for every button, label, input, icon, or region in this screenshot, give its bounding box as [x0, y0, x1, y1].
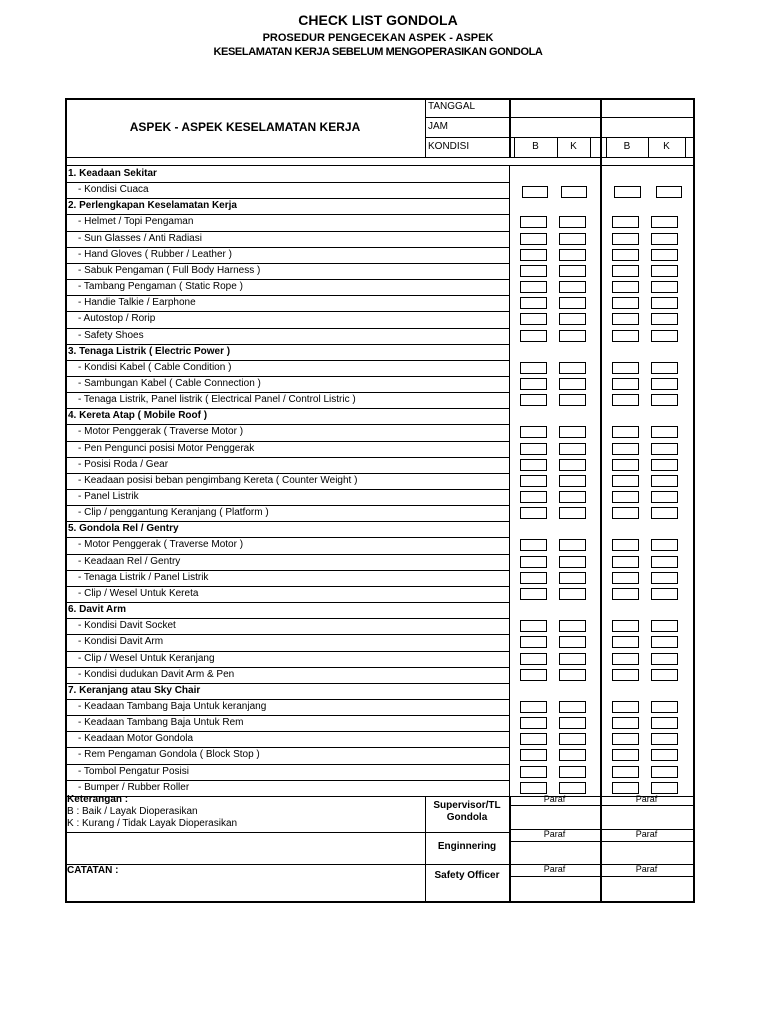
section-header: 3. Tenaga Listrik ( Electric Power ) [68, 345, 231, 357]
code-k: K [663, 141, 670, 152]
checkbox-k2[interactable] [651, 313, 678, 325]
checkbox-k2[interactable] [651, 636, 678, 648]
header-divider [509, 98, 511, 157]
checklist-item: - Clip / Wesel Untuk Kereta [78, 587, 199, 599]
checklist-item: - Keadaan Motor Gondola [78, 733, 194, 745]
checklist-item: - Kondisi dudukan Davit Arm & Pen [78, 668, 235, 680]
row-rule [65, 521, 509, 522]
section-header: 6. Davit Arm [68, 604, 126, 616]
table-header-title: ASPEK - ASPEK KESELAMATAN KERJA [129, 120, 361, 134]
column-split [600, 98, 602, 901]
checkbox-k2[interactable] [656, 186, 682, 198]
checkbox-k1[interactable] [559, 749, 586, 761]
row-rule [65, 699, 509, 700]
row-rule [65, 780, 509, 781]
footer-rule [65, 832, 425, 833]
checkbox-k2[interactable] [651, 733, 678, 745]
row-rule [65, 360, 509, 361]
checkbox-k1[interactable] [559, 233, 586, 245]
signature-rule [509, 876, 693, 877]
checkbox-b2[interactable] [612, 507, 639, 519]
paraf-label: Paraf [635, 794, 658, 804]
checkbox-k1[interactable] [559, 653, 586, 665]
checkbox-b2[interactable] [612, 265, 639, 277]
checkbox-k2[interactable] [651, 701, 678, 713]
checkbox-k2[interactable] [651, 249, 678, 261]
checkbox-k2[interactable] [651, 265, 678, 277]
checkbox-k1[interactable] [559, 701, 586, 713]
code-b: B [623, 141, 631, 152]
checkbox-b1[interactable] [520, 766, 547, 778]
checkbox-k1[interactable] [559, 281, 586, 293]
checkbox-b2[interactable] [612, 459, 639, 471]
checkbox-b1[interactable] [520, 669, 547, 681]
row-column-divider [509, 166, 510, 796]
checkbox-k1[interactable] [559, 443, 586, 455]
checkbox-b1[interactable] [520, 653, 547, 665]
checkbox-k2[interactable] [651, 620, 678, 632]
checklist-item: - Tenaga Listrik / Panel Listrik [78, 571, 209, 583]
checkbox-b1[interactable] [520, 539, 547, 551]
checkbox-b2[interactable] [612, 443, 639, 455]
checkbox-k2[interactable] [651, 378, 678, 390]
checkbox-k2[interactable] [651, 459, 678, 471]
checkbox-b2[interactable] [612, 717, 639, 729]
checkbox-b1[interactable] [520, 233, 547, 245]
checklist-item: - Panel Listrik [78, 491, 139, 502]
checklist-item: - Hand Gloves ( Rubber / Leather ) [78, 248, 232, 260]
checklist-item: - Kondisi Kabel ( Cable Condition ) [78, 361, 232, 373]
row-rule [65, 198, 509, 199]
checklist-item: - Clip / penggantung Keranjang ( Platform ) [78, 507, 269, 519]
checkbox-b2[interactable] [612, 733, 639, 745]
row-rule [65, 295, 509, 296]
checklist-item: - Motor Penggerak ( Traverse Motor ) [78, 539, 244, 551]
checkbox-b2[interactable] [612, 620, 639, 632]
code-b: B [532, 141, 539, 152]
row-rule [65, 537, 509, 538]
checkbox-k2[interactable] [651, 216, 678, 228]
page-title: CHECK LIST GONDOLA [298, 12, 458, 28]
checkbox-b1[interactable] [520, 426, 547, 438]
time-label: JAM [428, 121, 448, 132]
checklist-item: - Sabuk Pengaman ( Full Body Harness ) [78, 264, 261, 276]
checkbox-k2[interactable] [651, 426, 678, 438]
checkbox-k1[interactable] [559, 265, 586, 277]
checkbox-b2[interactable] [612, 556, 639, 568]
checkbox-k1[interactable] [559, 362, 586, 374]
paraf-label: Paraf [543, 829, 566, 839]
header-row-rule [425, 137, 693, 138]
checkbox-k1[interactable] [559, 539, 586, 551]
checkbox-b2[interactable] [612, 491, 639, 503]
checklist-item: - Posisi Roda / Gear [78, 458, 169, 470]
checkbox-b2[interactable] [612, 297, 639, 309]
table-border-left [65, 98, 67, 903]
checkbox-b1[interactable] [520, 281, 547, 293]
section-header: 1. Keadaan Sekitar [68, 168, 157, 179]
row-rule [65, 651, 509, 652]
checkbox-b1[interactable] [520, 620, 547, 632]
row-rule [65, 263, 509, 264]
checklist-item: - Kondisi Cuaca [78, 184, 149, 196]
checkbox-b1[interactable] [520, 216, 547, 228]
checkbox-b1[interactable] [520, 313, 547, 325]
header-bottom-rule [65, 157, 693, 158]
row-rule [65, 764, 509, 765]
checkbox-b2[interactable] [612, 233, 639, 245]
checkbox-k1[interactable] [559, 297, 586, 309]
row-rule [65, 505, 509, 506]
checklist-item: - Keadaan Tambang Baja Untuk keranjang [78, 700, 267, 712]
checkbox-k1[interactable] [559, 507, 586, 519]
checkbox-k2[interactable] [651, 669, 678, 681]
legend-k: K : Kurang / Tidak Layak Dioperasikan [67, 818, 238, 829]
checkbox-k1[interactable] [561, 186, 587, 198]
row-rule [65, 489, 509, 490]
row-rule [65, 344, 509, 345]
header-bottom-rule [65, 165, 693, 166]
checkbox-k1[interactable] [559, 491, 586, 503]
checkbox-b2[interactable] [612, 539, 639, 551]
checkbox-k1[interactable] [559, 378, 586, 390]
checkbox-b2[interactable] [612, 588, 639, 600]
signature-rule [509, 805, 693, 806]
checkbox-b1[interactable] [520, 459, 547, 471]
checkbox-k2[interactable] [651, 233, 678, 245]
checkbox-k1[interactable] [559, 459, 586, 471]
checkbox-b1[interactable] [520, 297, 547, 309]
row-rule [65, 473, 509, 474]
checkbox-k1[interactable] [559, 636, 586, 648]
checkbox-k2[interactable] [651, 556, 678, 568]
checkbox-b2[interactable] [612, 281, 639, 293]
checkbox-k1[interactable] [559, 669, 586, 681]
checkbox-b1[interactable] [520, 475, 547, 487]
checkbox-b1[interactable] [520, 636, 547, 648]
checkbox-b2[interactable] [612, 216, 639, 228]
checkbox-k2[interactable] [651, 749, 678, 761]
keterangan-label: Keterangan : [67, 794, 129, 805]
checkbox-b2[interactable] [612, 426, 639, 438]
footer-rule [425, 832, 509, 833]
checklist-item: - Tenaga Listrik, Panel listrik ( Electrical Panel / Control Listric ) [78, 394, 356, 406]
checklist-item: - Kondisi Davit Arm [78, 636, 164, 648]
checkbox-b2[interactable] [612, 249, 639, 261]
row-rule [65, 602, 509, 603]
checkbox-b1[interactable] [520, 588, 547, 600]
row-rule [65, 554, 509, 555]
row-rule [65, 376, 509, 377]
code-cell-rule [590, 137, 591, 157]
checkbox-k1[interactable] [559, 782, 586, 794]
checklist-item: - Sambungan Kabel ( Cable Connection ) [78, 377, 261, 389]
row-rule [65, 747, 509, 748]
checkbox-b1[interactable] [520, 749, 547, 761]
page-subtitle-2: KESELAMATAN KERJA SEBELUM MENGOPERASIKAN GONDOLA [213, 46, 543, 58]
section-header: 4. Kereta Atap ( Mobile Roof ) [68, 410, 208, 422]
checkbox-k2[interactable] [651, 588, 678, 600]
checklist-item: - Tombol Pengatur Posisi [78, 765, 189, 777]
checkbox-k2[interactable] [651, 766, 678, 778]
checkbox-b2[interactable] [612, 749, 639, 761]
checkbox-k2[interactable] [651, 443, 678, 455]
row-rule [65, 667, 509, 668]
checkbox-k2[interactable] [651, 475, 678, 487]
checkbox-k2[interactable] [651, 362, 678, 374]
footer-rule [425, 864, 509, 865]
checkbox-b2[interactable] [612, 378, 639, 390]
checkbox-b2[interactable] [612, 394, 639, 406]
checkbox-b2[interactable] [614, 186, 641, 198]
checklist-item: - Safety Shoes [78, 329, 144, 341]
row-rule [65, 715, 509, 716]
role-safety-officer: Safety Officer [434, 870, 500, 881]
checklist-item: - Keadaan Tambang Baja Untuk Rem [78, 717, 244, 729]
row-rule [65, 586, 509, 587]
checkbox-b1[interactable] [522, 186, 548, 198]
checkbox-b1[interactable] [520, 507, 547, 519]
role-supervisor: Supervisor/TL Gondola [433, 800, 501, 823]
row-rule [65, 634, 509, 635]
checkbox-b1[interactable] [520, 443, 547, 455]
row-rule [65, 731, 509, 732]
checkbox-b1[interactable] [520, 394, 547, 406]
checkbox-k1[interactable] [559, 216, 586, 228]
checkbox-k1[interactable] [559, 556, 586, 568]
footer-divider [509, 796, 511, 902]
checkbox-k1[interactable] [559, 313, 586, 325]
checklist-item: - Keadaan posisi beban pengimbang Kereta ( Counter Weight ) [78, 474, 358, 486]
section-header: 2. Perlengkapan Keselamatan Kerja [68, 200, 237, 212]
table-border-bottom [65, 901, 695, 903]
checkbox-k1[interactable] [559, 330, 586, 342]
section-header: 5. Gondola Rel / Gentry [68, 523, 179, 535]
checkbox-b2[interactable] [612, 313, 639, 325]
checkbox-b2[interactable] [612, 572, 639, 584]
checkbox-k1[interactable] [559, 717, 586, 729]
catatan-label: CATATAN : [67, 865, 119, 876]
checklist-item: - Tambang Pengaman ( Static Rope ) [78, 281, 243, 293]
signature-rule [509, 841, 693, 842]
paraf-label: Paraf [543, 864, 566, 874]
checklist-item: - Pen Pengunci posisi Motor Penggerak [78, 442, 255, 454]
checkbox-b1[interactable] [520, 556, 547, 568]
row-rule [65, 279, 509, 280]
checkbox-b1[interactable] [520, 782, 547, 794]
checkbox-b1[interactable] [520, 330, 547, 342]
checklist-item: - Keadaan Rel / Gentry [78, 555, 181, 567]
checkbox-k1[interactable] [559, 588, 586, 600]
checkbox-b1[interactable] [520, 717, 547, 729]
checklist-item: - Kondisi Davit Socket [78, 620, 176, 632]
checklist-item: - Bumper / Rubber Roller [78, 781, 190, 793]
checkbox-b2[interactable] [612, 669, 639, 681]
row-rule [65, 683, 509, 684]
paraf-label: Paraf [635, 864, 658, 874]
checkbox-k2[interactable] [651, 281, 678, 293]
checkbox-b1[interactable] [520, 249, 547, 261]
checkbox-k2[interactable] [651, 782, 678, 794]
checklist-item: - Sun Glasses / Anti Radiasi [78, 232, 202, 244]
checklist-item: - Helmet / Topi Pengaman [78, 216, 194, 228]
checkbox-k2[interactable] [651, 491, 678, 503]
checklist-item: - Motor Penggerak ( Traverse Motor ) [78, 426, 244, 438]
checkbox-k1[interactable] [559, 620, 586, 632]
row-rule [65, 231, 509, 232]
checkbox-k2[interactable] [651, 572, 678, 584]
checkbox-b2[interactable] [612, 701, 639, 713]
checkbox-k2[interactable] [651, 507, 678, 519]
row-rule [65, 214, 509, 215]
row-rule [65, 457, 509, 458]
checkbox-b1[interactable] [520, 378, 547, 390]
header-row-rule [425, 117, 693, 118]
role-engineering: Enginnering [437, 841, 497, 852]
row-rule [65, 392, 509, 393]
checkbox-b1[interactable] [520, 733, 547, 745]
row-rule [65, 441, 509, 442]
paraf-label: Paraf [635, 829, 658, 839]
checkbox-b1[interactable] [520, 491, 547, 503]
checkbox-k1[interactable] [559, 766, 586, 778]
row-rule [65, 408, 509, 409]
checkbox-k2[interactable] [651, 539, 678, 551]
checkbox-k1[interactable] [559, 572, 586, 584]
checkbox-k1[interactable] [559, 394, 586, 406]
checkbox-k1[interactable] [559, 249, 586, 261]
checkbox-k1[interactable] [559, 475, 586, 487]
checkbox-b2[interactable] [612, 653, 639, 665]
checkbox-b2[interactable] [612, 782, 639, 794]
table-border-right [693, 98, 695, 903]
row-rule [65, 618, 509, 619]
checkbox-k2[interactable] [651, 717, 678, 729]
section-header: 7. Keranjang atau Sky Chair [68, 684, 201, 696]
checkbox-k1[interactable] [559, 426, 586, 438]
condition-label: KONDISI [428, 141, 470, 152]
row-rule [65, 570, 509, 571]
checklist-item: - Handie Talkie / Earphone [78, 297, 196, 309]
code-cell-rule [685, 137, 686, 157]
header-divider [425, 98, 426, 157]
code-k: K [570, 141, 577, 152]
checkbox-k2[interactable] [651, 330, 678, 342]
checkbox-b1[interactable] [520, 362, 547, 374]
checkbox-k1[interactable] [559, 733, 586, 745]
paraf-label: Paraf [543, 794, 566, 804]
checkbox-b1[interactable] [520, 572, 547, 584]
checkbox-b2[interactable] [612, 475, 639, 487]
checkbox-b1[interactable] [520, 701, 547, 713]
checklist-item: - Clip / Wesel Untuk Keranjang [78, 652, 215, 664]
checklist-item: - Autostop / Rorip [78, 313, 156, 325]
row-rule [65, 328, 509, 329]
checkbox-k2[interactable] [651, 297, 678, 309]
row-rule [65, 182, 509, 183]
checklist-item: - Rem Pengaman Gondola ( Block Stop ) [78, 749, 260, 761]
checkbox-b2[interactable] [612, 362, 639, 374]
row-rule [65, 247, 509, 248]
checkbox-b1[interactable] [520, 265, 547, 277]
page-subtitle-1: PROSEDUR PENGECEKAN ASPEK - ASPEK [262, 32, 494, 44]
date-label: TANGGAL [428, 101, 476, 112]
legend-b: B : Baik / Layak Dioperasikan [67, 806, 198, 817]
row-rule [65, 311, 509, 312]
checkbox-k2[interactable] [651, 653, 678, 665]
checkbox-b2[interactable] [612, 330, 639, 342]
row-rule [65, 424, 509, 425]
checkbox-b2[interactable] [612, 766, 639, 778]
checkbox-b2[interactable] [612, 636, 639, 648]
checkbox-k2[interactable] [651, 394, 678, 406]
